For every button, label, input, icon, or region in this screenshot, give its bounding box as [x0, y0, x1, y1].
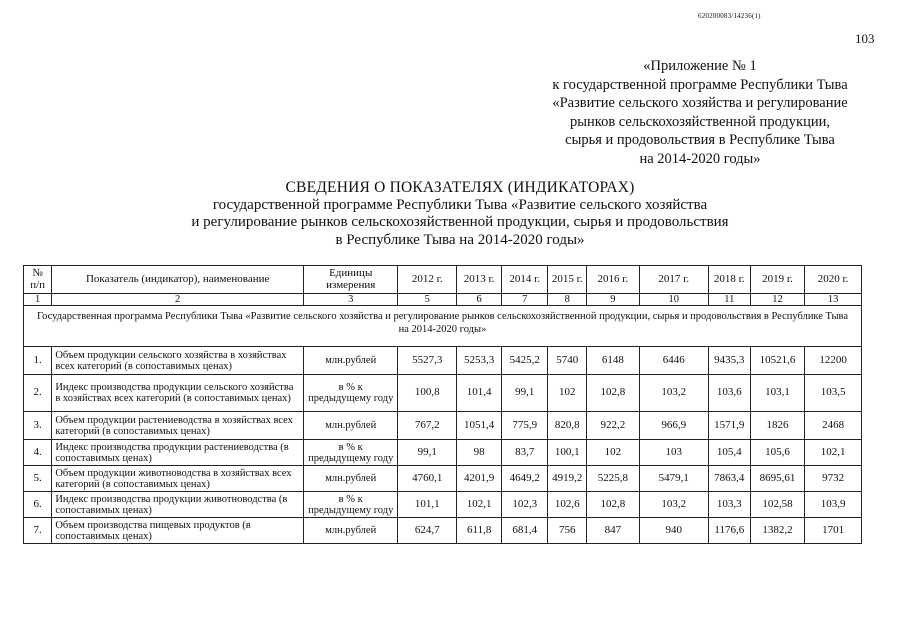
year-value: 847: [587, 518, 639, 544]
year-value: 820,8: [548, 412, 587, 440]
column-number: 8: [548, 294, 587, 306]
table-row: [24, 412, 862, 440]
year-value: 611,8: [457, 518, 502, 544]
year-value: 8695,61: [750, 466, 805, 492]
year-value: 756: [548, 518, 587, 544]
appendix-line: сырья и продовольствия в Республике Тыва: [565, 132, 835, 148]
indicator-name: Объем продукции животноводства в хозяйствах всех категорий (в сопоставимых ценах): [52, 466, 304, 492]
year-value: 105,6: [750, 440, 805, 466]
row-number: 1.: [24, 347, 52, 375]
year-value: 4919,2: [548, 466, 587, 492]
column-number: 11: [708, 294, 750, 306]
year-value: 5253,3: [457, 347, 502, 375]
appendix-line: на 2014-2020 годы»: [639, 150, 761, 167]
year-value: 12200: [805, 347, 862, 375]
year-value: 105,4: [708, 440, 750, 466]
column-header-year: 2018 г.: [708, 266, 750, 294]
program-row: [24, 306, 862, 347]
appendix-note: [525, 57, 875, 168]
appendix-line: рынков сельскохозяйственной продукции,: [570, 113, 830, 130]
column-number: 7: [502, 294, 548, 306]
year-value: 1701: [805, 518, 862, 544]
row-number: 5.: [24, 466, 52, 492]
year-value: 7863,4: [708, 466, 750, 492]
title-line: и регулирование рынков сельскохозяйственной продукции, сырья и продовольствия: [191, 214, 729, 230]
year-value: 5527,3: [398, 347, 457, 375]
document-title: [90, 179, 830, 249]
column-header-unit: Единицы измерения: [304, 266, 398, 294]
year-value: 4760,1: [398, 466, 457, 492]
year-value: 5479,1: [639, 466, 708, 492]
row-number: 6.: [24, 492, 52, 518]
year-value: 102,1: [457, 492, 502, 518]
column-header-year: 2012 г.: [398, 266, 457, 294]
table-row: [24, 347, 862, 375]
page-number: 103: [855, 31, 875, 46]
table-row: [24, 440, 862, 466]
column-number-row: [24, 294, 862, 306]
appendix-line: к государственной программе Республики Тыва: [552, 76, 848, 93]
year-value: 103,6: [708, 375, 750, 412]
unit-of-measure: млн.рублей: [304, 518, 398, 544]
year-value: 775,9: [502, 412, 548, 440]
year-value: 101,1: [398, 492, 457, 518]
year-value: 5425,2: [502, 347, 548, 375]
year-value: 940: [639, 518, 708, 544]
year-value: 4649,2: [502, 466, 548, 492]
year-value: 103,1: [750, 375, 805, 412]
indicator-name: Индекс производства продукции животноводства (в сопоставимых ценах): [52, 492, 304, 518]
year-value: 2468: [805, 412, 862, 440]
row-number: 2.: [24, 375, 52, 412]
year-value: 98: [457, 440, 502, 466]
year-value: 103: [639, 440, 708, 466]
year-value: 681,4: [502, 518, 548, 544]
year-value: 102,3: [502, 492, 548, 518]
column-header-year: 2020 г.: [805, 266, 862, 294]
column-number: 1: [24, 294, 52, 306]
unit-of-measure: в % к предыдущему году: [304, 492, 398, 518]
year-value: 102: [548, 375, 587, 412]
year-value: 1571,9: [708, 412, 750, 440]
column-header-year: 2017 г.: [639, 266, 708, 294]
year-value: 1826: [750, 412, 805, 440]
year-value: 4201,9: [457, 466, 502, 492]
year-value: 102,1: [805, 440, 862, 466]
indicator-name: Индекс производства продукции сельского хозяйства в хозяйствах всех категорий (в сопоставимых ценах): [52, 375, 304, 412]
year-value: 102,8: [587, 492, 639, 518]
year-value: 966,9: [639, 412, 708, 440]
row-number: 3.: [24, 412, 52, 440]
column-header-name: Показатель (индикатор), наименование: [52, 266, 304, 294]
indicators-table: [23, 265, 862, 544]
column-header-year: 2019 г.: [750, 266, 805, 294]
column-number: 3: [304, 294, 398, 306]
appendix-line: «Приложение № 1: [643, 58, 757, 74]
column-number: 10: [639, 294, 708, 306]
appendix-line: «Развитие сельского хозяйства и регулирование: [552, 95, 848, 111]
year-value: 102,6: [548, 492, 587, 518]
year-value: 1176,6: [708, 518, 750, 544]
year-value: 101,4: [457, 375, 502, 412]
year-value: 922,2: [587, 412, 639, 440]
title-line: в Республике Тыва на 2014-2020 годы»: [335, 231, 585, 248]
row-number: 7.: [24, 518, 52, 544]
indicator-name: Объем производства пищевых продуктов (в сопоставимых ценах): [52, 518, 304, 544]
column-header-year: 2013 г.: [457, 266, 502, 294]
document-id: 620200083/14236(1): [698, 12, 761, 20]
year-value: 100,8: [398, 375, 457, 412]
column-number: 5: [398, 294, 457, 306]
year-value: 1051,4: [457, 412, 502, 440]
year-value: 5740: [548, 347, 587, 375]
unit-of-measure: млн.рублей: [304, 412, 398, 440]
year-value: 103,5: [805, 375, 862, 412]
column-header-year: 2016 г.: [587, 266, 639, 294]
column-number: 6: [457, 294, 502, 306]
unit-of-measure: млн.рублей: [304, 466, 398, 492]
column-number: 9: [587, 294, 639, 306]
year-value: 103,2: [639, 375, 708, 412]
unit-of-measure: млн.рублей: [304, 347, 398, 375]
year-value: 99,1: [398, 440, 457, 466]
unit-of-measure: в % к предыдущему году: [304, 375, 398, 412]
indicator-name: Индекс производства продукции растениеводства (в сопоставимых ценах): [52, 440, 304, 466]
indicator-name: Объем продукции сельского хозяйства в хозяйствах всех категорий (в сопоставимых ценах): [52, 347, 304, 375]
year-value: 9435,3: [708, 347, 750, 375]
year-value: 10521,6: [750, 347, 805, 375]
table-row: [24, 466, 862, 492]
year-value: 100,1: [548, 440, 587, 466]
program-title: Государственная программа Республики Тыва «Развитие сельского хозяйства и регулирование рынков сельскохозяйственной продукции, сырья и продовольствия в Республике Тыва на 2014-2020 годы»: [24, 306, 862, 347]
year-value: 99,1: [502, 375, 548, 412]
year-value: 767,2: [398, 412, 457, 440]
title-line: государственной программе Республики Тыва «Развитие сельского хозяйства: [212, 196, 708, 213]
year-value: 102,58: [750, 492, 805, 518]
column-number: 2: [52, 294, 304, 306]
year-value: 102: [587, 440, 639, 466]
year-value: 103,9: [805, 492, 862, 518]
table-row: [24, 375, 862, 412]
year-value: 102,8: [587, 375, 639, 412]
year-value: 103,2: [639, 492, 708, 518]
year-value: 6446: [639, 347, 708, 375]
year-value: 6148: [587, 347, 639, 375]
column-number: 13: [805, 294, 862, 306]
row-number: 4.: [24, 440, 52, 466]
table-row: [24, 518, 862, 544]
column-header-year: 2014 г.: [502, 266, 548, 294]
table-header-row: [24, 266, 862, 294]
table-row: [24, 492, 862, 518]
year-value: 83,7: [502, 440, 548, 466]
year-value: 624,7: [398, 518, 457, 544]
year-value: 5225,8: [587, 466, 639, 492]
column-header-year: 2015 г.: [548, 266, 587, 294]
year-value: 9732: [805, 466, 862, 492]
year-value: 1382,2: [750, 518, 805, 544]
column-header-num: № п/п: [24, 266, 52, 294]
unit-of-measure: в % к предыдущему году: [304, 440, 398, 466]
column-number: 12: [750, 294, 805, 306]
year-value: 103,3: [708, 492, 750, 518]
indicator-name: Объем продукции растениеводства в хозяйствах всех категорий (в сопоставимых ценах): [52, 412, 304, 440]
title-main: СВЕДЕНИЯ О ПОКАЗАТЕЛЯХ (ИНДИКАТОРАХ): [285, 179, 635, 196]
